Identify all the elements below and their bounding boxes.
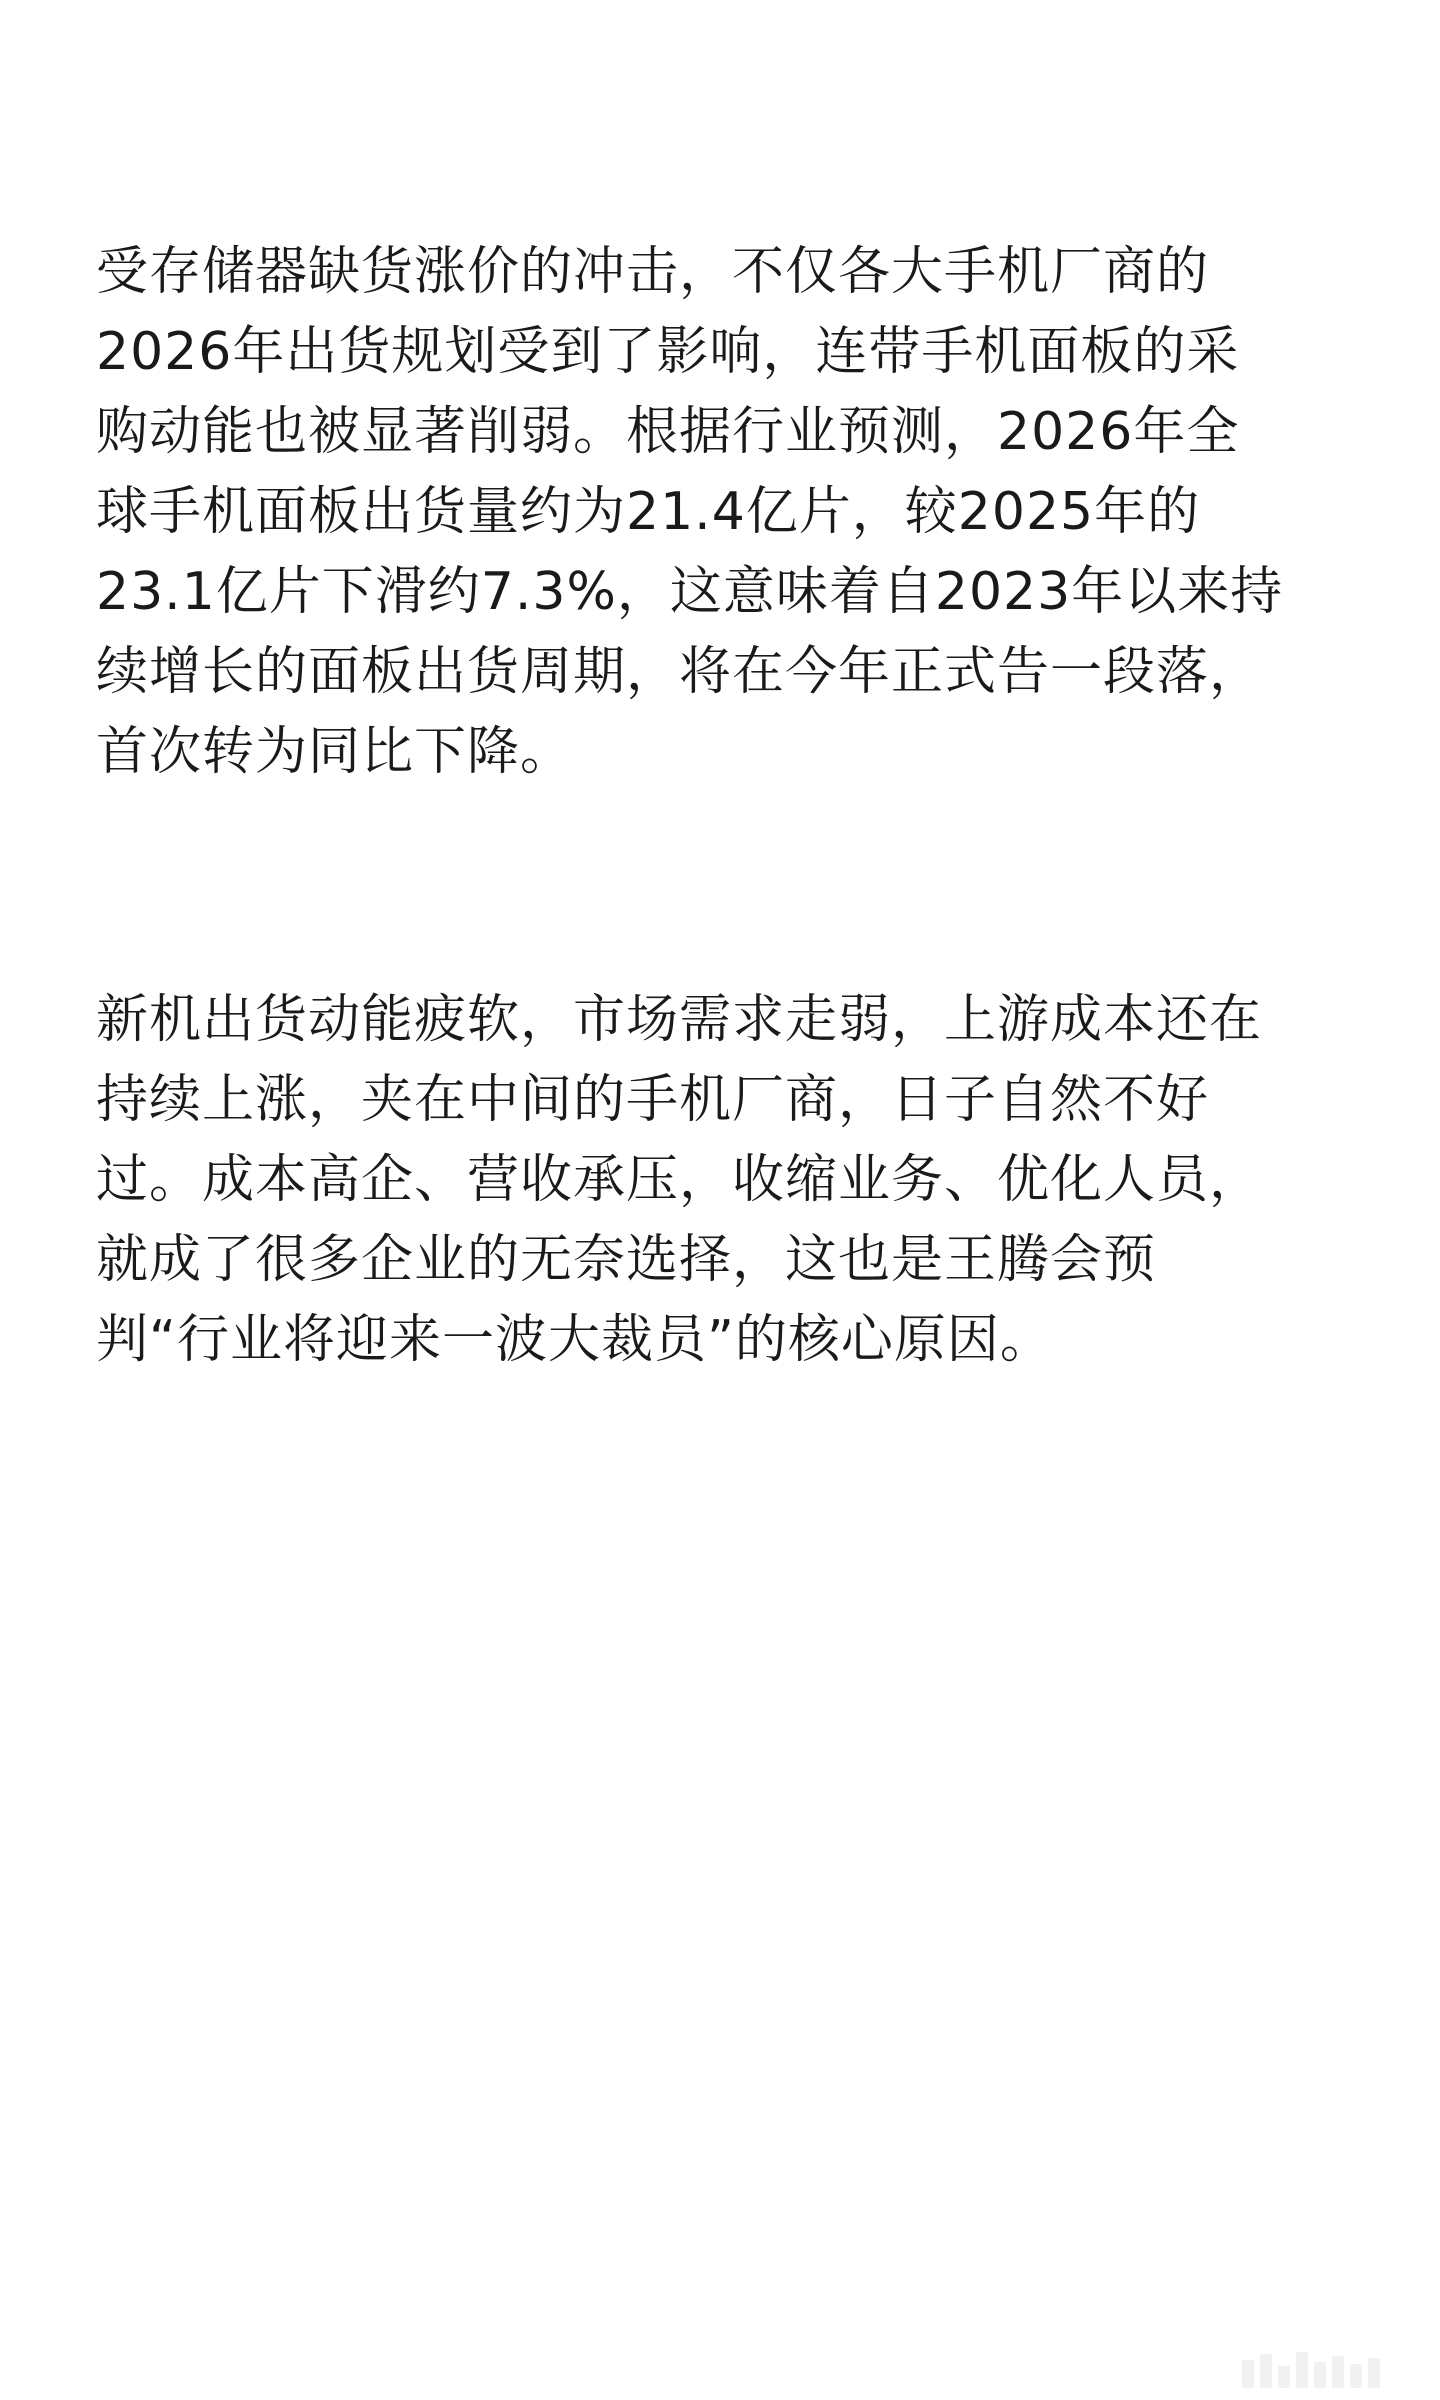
text-line: 球手机面板出货量约为21.4亿片，较2025年的 (96, 482, 1201, 542)
text-line: 判“行业将迎来一波大裁员”的核心原因。 (96, 1310, 1053, 1370)
text-line: 新机出货动能疲软，市场需求走弱，上游成本还在 (96, 990, 1263, 1050)
text-line: 23.1亿片下滑约7.3%，这意味着自2023年以来持 (96, 562, 1284, 622)
text-line: 就成了很多企业的无奈选择，这也是王腾会预 (96, 1230, 1157, 1290)
paragraph-1 (96, 232, 1356, 792)
text-line: 受存储器缺货涨价的冲击，不仅各大手机厂商的 (96, 242, 1210, 302)
text-line: 首次转为同比下降。 (96, 722, 574, 782)
watermark (1242, 2348, 1412, 2388)
text-line: 购动能也被显著削弱。根据行业预测，2026年全 (96, 402, 1240, 462)
text-line: 过。成本高企、营收承压，收缩业务、优化人员， (96, 1150, 1263, 1210)
text-line: 2026年出货规划受到了影响，连带手机面板的采 (96, 322, 1240, 382)
article-body (96, 232, 1356, 1380)
text-line: 续增长的面板出货周期，将在今年正式告一段落， (96, 642, 1263, 702)
text-line: 持续上涨，夹在中间的手机厂商，日子自然不好 (96, 1070, 1210, 1130)
paragraph-2 (96, 980, 1356, 1380)
